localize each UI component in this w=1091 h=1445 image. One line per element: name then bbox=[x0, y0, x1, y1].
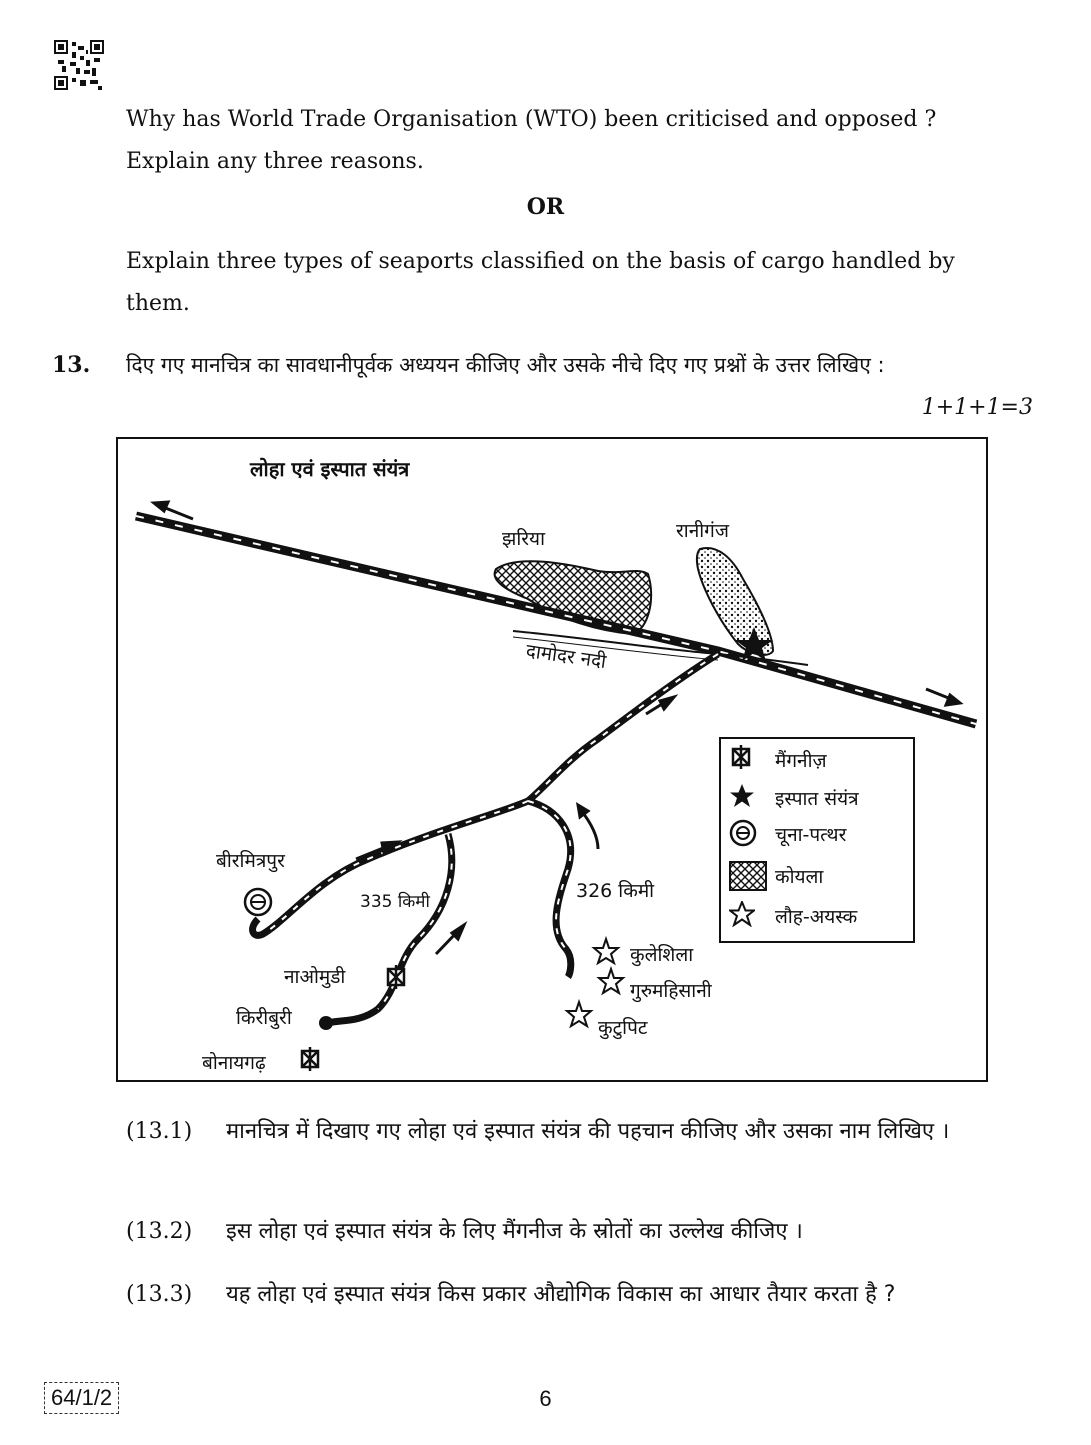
label-raniganj: रानीगंज bbox=[676, 520, 729, 542]
label-gurumahisani: गुरुमहिसानी bbox=[630, 980, 712, 1002]
map-title: लोहा एवं इस्पात संयंत्र bbox=[250, 457, 410, 481]
subquestion-text: इस लोहा एवं इस्पात संयंत्र के लिए मैंगनीज के स्रोतों का उल्लेख कीजिए । bbox=[226, 1219, 803, 1244]
manganese-marker-noamundi bbox=[388, 965, 404, 989]
legend-item-coal bbox=[729, 861, 823, 891]
subquestion-13-3 bbox=[126, 1275, 986, 1355]
label-bonaigarh: बोनायगढ़ bbox=[202, 1052, 266, 1074]
or-separator: OR bbox=[526, 194, 565, 220]
limestone-marker bbox=[245, 889, 271, 915]
iron-ore-marker-gurumahisani bbox=[599, 969, 623, 993]
kiriburu-marker bbox=[319, 1016, 333, 1030]
legend-label-manganese: मैंगनीज़ bbox=[775, 750, 827, 772]
iron-ore-marker-kuleshila bbox=[594, 939, 618, 963]
label-noamundi: नाओमुडी bbox=[284, 966, 346, 988]
main-railway bbox=[136, 516, 976, 724]
label-kiriburu: किरीबुरी bbox=[236, 1007, 292, 1029]
label-kuleshila: कुलेशिला bbox=[630, 944, 694, 966]
branch-railway bbox=[528, 654, 718, 801]
map-legend bbox=[719, 737, 915, 943]
subquestion-13-2 bbox=[126, 1212, 986, 1252]
label-damodar-river: दामोदर नदी bbox=[524, 639, 608, 673]
question-wto: Why has World Trade Organisation (WTO) been criticised and opposed ? Explain any three reasons. bbox=[126, 107, 937, 174]
label-distance-335: 335 किमी bbox=[360, 892, 430, 912]
limestone-icon bbox=[729, 819, 767, 849]
iron-ore-icon bbox=[729, 901, 767, 931]
legend-item-iron-ore bbox=[729, 901, 857, 931]
kiriburu-railway bbox=[323, 834, 452, 1024]
legend-item-manganese bbox=[729, 745, 827, 775]
subquestion-number: (13.2) bbox=[126, 1219, 193, 1244]
label-birmitrapur: बीरमित्रपुर bbox=[216, 850, 285, 872]
page-number: 6 bbox=[539, 1386, 552, 1411]
legend-label-steel-plant: इस्पात संयंत्र bbox=[775, 788, 859, 810]
manganese-marker-bonaigarh bbox=[302, 1047, 318, 1071]
manganese-icon bbox=[729, 745, 767, 775]
question-number: 13. bbox=[52, 352, 91, 378]
legend-item-steel-plant bbox=[729, 783, 859, 813]
legend-label-limestone: चूना-पत्थर bbox=[775, 824, 847, 846]
legend-label-iron-ore: लौह-अयस्क bbox=[775, 906, 858, 928]
question-13-instruction: दिए गए मानचित्र का सावधानीपूर्वक अध्ययन कीजिए और उसके नीचे दिए गए प्रश्नों के उत्तर लिखिए : bbox=[126, 353, 885, 377]
steel-plant-icon bbox=[729, 783, 767, 813]
label-jharia: झरिया bbox=[502, 528, 545, 550]
qr-code bbox=[54, 40, 104, 90]
label-distance-326: 326 किमी bbox=[576, 880, 655, 902]
subquestion-number: (13.1) bbox=[126, 1119, 193, 1144]
iron-ore-marker-kutupit bbox=[567, 1002, 591, 1026]
raniganj-coalfield bbox=[697, 548, 773, 655]
legend-item-limestone bbox=[729, 819, 846, 849]
question-seaports: Explain three types of seaports classified on the basis of cargo handled by them. bbox=[126, 249, 955, 316]
label-kutupit: कुटुपिट bbox=[598, 1017, 648, 1039]
subquestion-13-1 bbox=[126, 1112, 986, 1192]
subquestion-number: (13.3) bbox=[126, 1282, 193, 1307]
legend-label-coal: कोयला bbox=[775, 866, 824, 888]
marks-allocation: 1+1+1=3 bbox=[921, 395, 1033, 420]
subquestion-text: मानचित्र में दिखाए गए लोहा एवं इस्पात संयंत्र की पहचान कीजिए और उसका नाम लिखिए । bbox=[226, 1119, 950, 1144]
jharia-coalfield bbox=[495, 561, 652, 634]
map-figure bbox=[116, 437, 988, 1082]
subquestion-text: यह लोहा एवं इस्पात संयंत्र किस प्रकार औद्योगिक विकास का आधार तैयार करता है ? bbox=[226, 1282, 896, 1307]
paper-code: 64/1/2 bbox=[44, 1382, 119, 1414]
birmitrapur-railway bbox=[253, 801, 528, 935]
coal-icon bbox=[729, 861, 767, 891]
